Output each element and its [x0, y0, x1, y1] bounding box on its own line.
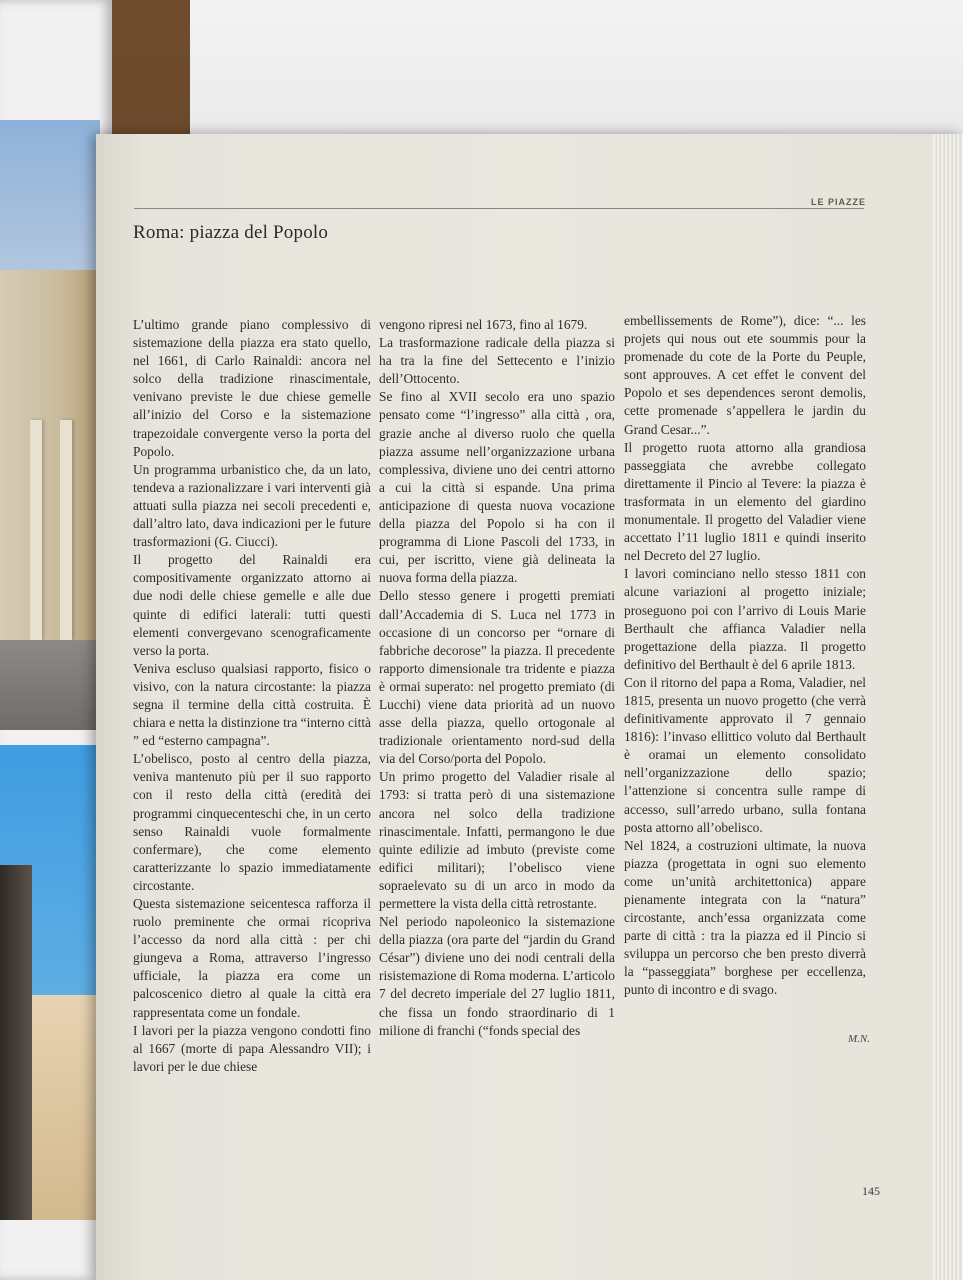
page-edges: [933, 134, 963, 1280]
paragraph: Il progetto ruota attorno alla grandiosa passeggiata che avrebbe collegato direttamente il Pincio al Tevere: la piazza è trasformata in un elemento del giardino monumentale. Il progetto del Valadier viene accettato l’11 luglio 1811 e quindi inserito nel Decreto del 27 luglio.: [624, 439, 866, 564]
photo-column: [60, 420, 72, 640]
paragraph: Questa sistemazione seicentesca rafforza il ruolo preminente che ormai ricopriva l’accesso da nord alla città : per chi giungeva a Roma, attraverso l’ingresso ufficiale, la piazza era come un palcoscenico dietro al quale la città era rappresentata come un fondale.: [133, 896, 371, 1020]
obelisk-photo: [0, 745, 100, 1220]
article-title: Roma: piazza del Popolo: [133, 222, 329, 243]
paper-sheet-background: [190, 0, 963, 150]
paragraph: Se fino al XVII secolo era uno spazio pensato come “l’ingresso” alla città , ora, grazie anche al diverso ruolo che quella piazza assume nell’organizzazione urbana complessiva, diviene uno dei centri attorno a cui la città si espande. Una prima anticipazione di questa nuova vocazione della piazza del Popolo si ha con il programma di Lione Pascoli del 1733, in cui, per iscritto, viene già delineata la nuova forma della piazza.: [379, 389, 615, 586]
paragraph: Il progetto del Rainaldi era compositivamente organizzato attorno ai due nodi delle chiese gemelle e alle due quinte di edifici laterali: tutti questi elementi convergevano scenograficamente verso la porta.: [133, 552, 371, 658]
paragraph: Un primo progetto del Valadier risale al 1793: si tratta però di una sistemazione ancora nel solco della tradizione rinascimentale. Infatti, permangono le due quinte edilizie ad imbuto (previste come edifici militari); l’obelisco viene sopraelevato su di un arco in modo da permettere la vista della città retrostante.: [379, 769, 615, 911]
photo-facade: [0, 270, 100, 650]
text-column-2: [379, 316, 615, 1040]
paragraph: Veniva escluso qualsiasi rapporto, fisico o visivo, con la natura circostante: la piazza segna il termine della città costruita. È chiara e netta la distinzione tra “interno città ” ed “esterno campagna”.: [133, 660, 371, 749]
paragraph: I lavori per la piazza vengono condotti fino al 1667 (morte di papa Alessandro VII); i lavori per le due chiese: [133, 1022, 371, 1074]
paragraph: Nel periodo napoleonico la sistemazione della piazza (ora parte del “jardin du Grand César”) diviene uno dei nodi centrali della risistemazione di Roma moderna. L’articolo 7 del decreto imperiale del 27 luglio 1811, che fissa un fondo straordinario di 1 milione di franchi (“fonds special des: [379, 914, 615, 1038]
paragraph: La trasformazione radicale della piazza si ha tra la fine del Settecento e l’inizio dell’Ottocento.: [379, 335, 615, 387]
author-signature: M.N.: [848, 1033, 870, 1045]
paragraph: L’ultimo grande piano complessivo di sistemazione della piazza era stato quello, nel 1661, di Carlo Rainaldi: ancora nel solco della tradizione rinascimentale, venivano previste le due chiese gemelle all’inizio del Corso e la sistemazione trapezoidale convergente verso la porta del Popolo.: [133, 317, 371, 459]
paragraph: embellissements de Rome”), dice: “... les projets qui nous out ete soummis pour la promenade du cote de la Porte du Peuple, sont approuves. A cet effet le convent del Popolo et ses dependences seront demolis, cette promenade s’appellera le jardin du Grand Cesar...”.: [624, 313, 866, 437]
page-number: 145: [862, 1184, 880, 1198]
paragraph: I lavori cominciano nello stesso 1811 con alcune variazioni al progetto iniziale; proseguono poi con l’arrivo di Louis Marie Berthault che affianca Valadier nella progettazione della piazza. Il progetto definitivo del Berthault è del 6 aprile 1813.: [624, 566, 866, 672]
paragraph: Dello stesso genere i progetti premiati dall’Accademia di S. Luca nel 1773 in occasione di un concorso per “ornare di fabbriche decorose” la piazza. Il precedente rapporto dimensionale tra tridente e piazza è ormai superato: nel progetto premiato (di Lucchi) viene data priorità ad un nuovo asse della piazza, quello ortogonale al tradizionale orientamento nord-sud della via del Corso/porta del Popolo.: [379, 588, 615, 767]
header-rule: [134, 208, 864, 209]
photo-column: [30, 420, 42, 640]
paragraph: Un programma urbanistico che, da un lato, tendeva a razionalizzare i vari interventi già attuati sulla piazza nei secoli precedenti e, dall’altro lato, dava indicazioni per le future trasformazioni (G. Ciucci).: [133, 461, 371, 550]
photo-statue: [0, 865, 32, 1220]
photo-building: [20, 995, 100, 1220]
building-photo: [0, 120, 100, 730]
paragraph: L’obelisco, posto al centro della piazza, veniva mantenuto più per il suo rapporto con il resto della città (eredità dei programmi cinquecenteschi che, in un certo senso Rainaldi vuole formalmente confermare), che come elemento caratterizzante lo spazio immediatamente circostante.: [133, 751, 371, 893]
paragraph: vengono ripresi nel 1673, fino al 1679.: [379, 317, 588, 332]
text-column-3: [624, 312, 866, 1000]
paragraph: Nel 1824, a costruzioni ultimate, la nuova piazza (progettata in ogni suo elemento come un’unità architettonica) appare pienamente integrata con la “natura” circostante, anch’essa organizzata come parte di città : tra la piazza ed il Pincio si sviluppa un percorso che ben presto diverrà la “passeggiata” borghese per eccellenza, punto di incontro e di svago.: [624, 837, 866, 998]
paragraph: Con il ritorno del papa a Roma, Valadier, nel 1815, presenta un nuovo progetto (che verrà definitivamente approvato il 7 gennaio 1816): l’invaso ellittico voluto dal Berthault è oramai un elemento consolidato nell’organizzazione dello spazio; l’attenzione si concentra sulle rampe di accesso, sull’arredo urbano, sulla fontana posta attorno all’obelisco.: [624, 674, 866, 835]
text-column-1: [133, 316, 371, 1076]
photo-street: [0, 640, 100, 730]
running-head: LE PIAZZE: [810, 197, 866, 207]
